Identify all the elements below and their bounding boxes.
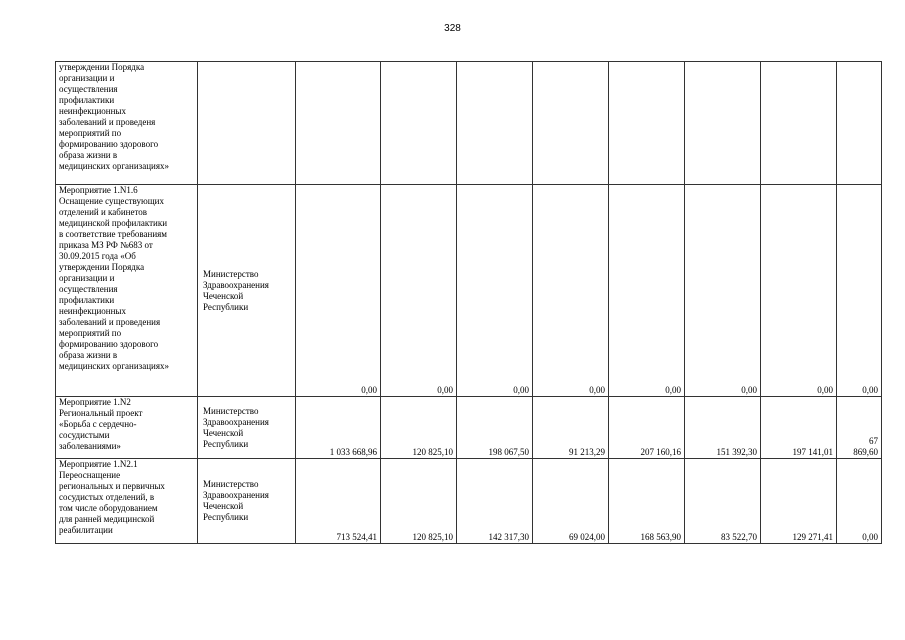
value-cell: 207 160,16	[609, 397, 685, 459]
value-cell: 0,00	[837, 185, 882, 397]
measure-name-cell: Мероприятие 1.N2 Региональный проект «Борьба с сердечно- сосудистыми заболеваниями»	[56, 397, 198, 459]
table-row	[56, 62, 882, 185]
value-cell: 0,00	[296, 185, 381, 397]
value-cell	[837, 62, 882, 185]
value-cell: 168 563,90	[609, 459, 685, 544]
table-row	[56, 397, 882, 459]
value-cell	[609, 62, 685, 185]
value-cell: 0,00	[533, 185, 609, 397]
value-cell: 151 392,30	[685, 397, 761, 459]
value-cell	[761, 62, 837, 185]
table-row	[56, 459, 882, 544]
value-cell: 0,00	[837, 459, 882, 544]
value-cell: 0,00	[685, 185, 761, 397]
value-cell	[533, 62, 609, 185]
value-cell: 83 522,70	[685, 459, 761, 544]
value-cell: 129 271,41	[761, 459, 837, 544]
table-row	[56, 185, 882, 397]
executor-cell: Министерство Здравоохранения Чеченской Республики	[198, 185, 296, 397]
value-cell: 1 033 668,96	[296, 397, 381, 459]
value-cell: 69 024,00	[533, 459, 609, 544]
value-cell: 0,00	[381, 185, 457, 397]
value-cell	[685, 62, 761, 185]
measure-name-cell: Мероприятие 1.N2.1 Переоснащение региональных и первичных сосудистых отделений, в том числе оборудованием для ранней медицинской реабилитации	[56, 459, 198, 544]
executor-cell	[198, 62, 296, 185]
value-cell: 67 869,60	[837, 397, 882, 459]
value-cell: 91 213,29	[533, 397, 609, 459]
value-cell: 120 825,10	[381, 397, 457, 459]
value-cell	[381, 62, 457, 185]
value-cell	[296, 62, 381, 185]
value-cell: 120 825,10	[381, 459, 457, 544]
page-number: 328	[444, 23, 461, 34]
value-cell: 713 524,41	[296, 459, 381, 544]
value-cell: 0,00	[457, 185, 533, 397]
value-cell: 197 141,01	[761, 397, 837, 459]
executor-cell: Министерство Здравоохранения Чеченской Республики	[198, 459, 296, 544]
value-cell: 142 317,30	[457, 459, 533, 544]
executor-cell: Министерство Здравоохранения Чеченской Республики	[198, 397, 296, 459]
measure-name-cell: Мероприятие 1.N1.6 Оснащение существующих отделений и кабинетов медицинской профилактики в соответствие требованиям приказа МЗ РФ №683 от 30.09.2015 года «Об утверждении Порядка организации и осуществления профилактики неинфекционных заболеваний и проведения мероприятий по формированию здорового образа жизни в медицинских организациях»	[56, 185, 198, 397]
value-cell: 0,00	[761, 185, 837, 397]
measure-name-cell: утверждении Порядка организации и осуществления профилактики неинфекционных заболеваний и проведеня мероприятий по формированию здорового образа жизни в медицинских организациях»	[56, 62, 198, 185]
budget-table	[55, 61, 882, 544]
value-cell: 198 067,50	[457, 397, 533, 459]
value-cell: 0,00	[609, 185, 685, 397]
value-cell	[457, 62, 533, 185]
